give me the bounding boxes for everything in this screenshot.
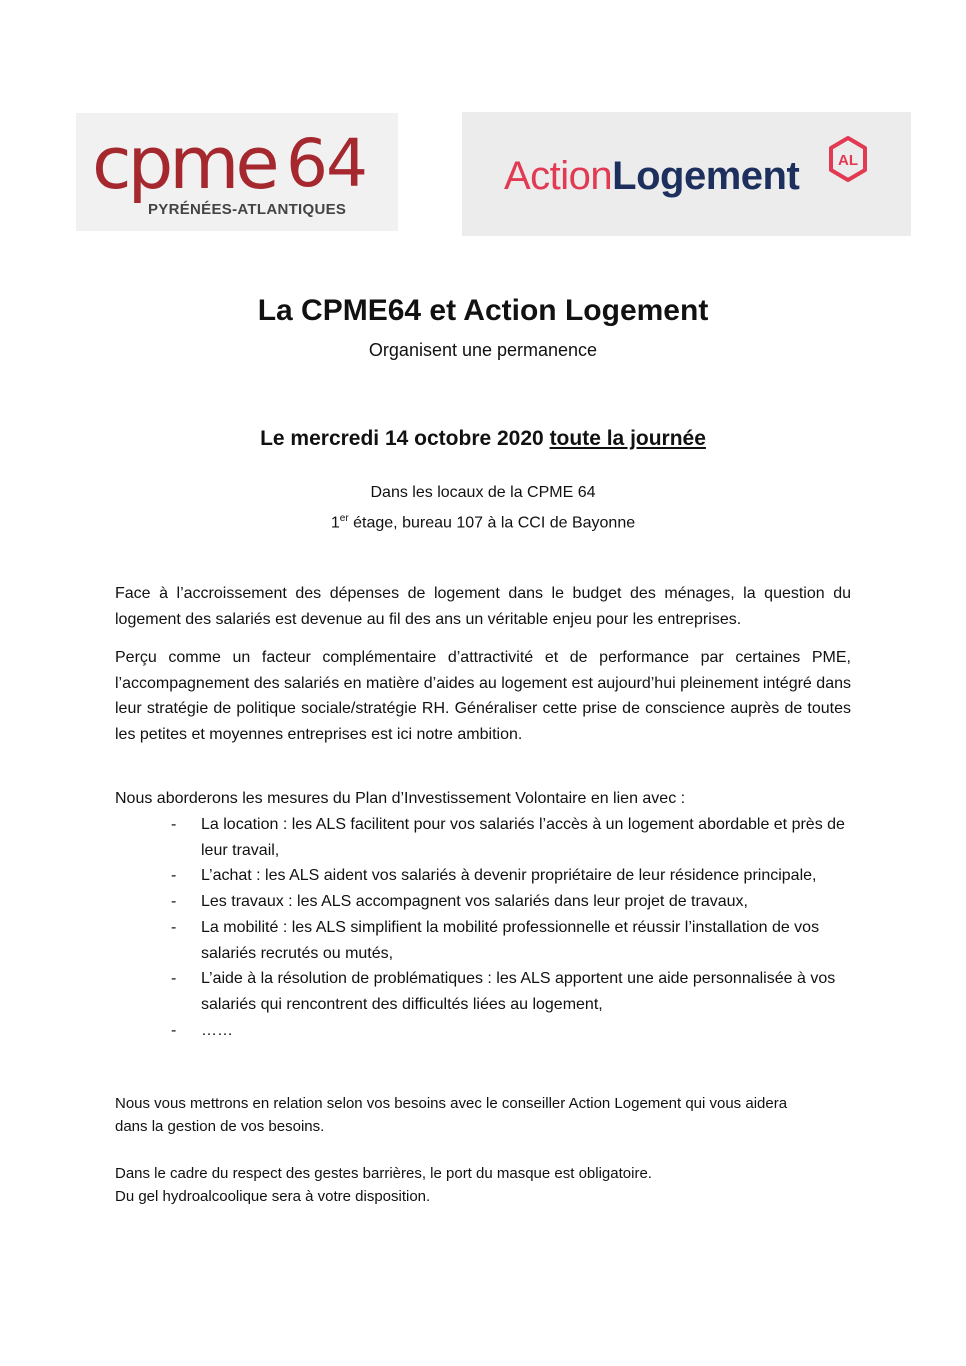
list-item bbox=[115, 966, 855, 1017]
al-logo-logement: Logement bbox=[612, 154, 800, 198]
event-date bbox=[0, 425, 966, 453]
list-item-text: L’achat : les ALS aident vos salariés à devenir propriétaire de leur résidence principale, bbox=[201, 867, 817, 885]
measures-list bbox=[115, 812, 855, 1043]
list-item-text: La location : les ALS facilitent pour vos salariés l’accès à un logement abordable et près de leur travail, bbox=[201, 816, 845, 859]
list-item bbox=[115, 889, 855, 915]
bullet-dash: - bbox=[171, 918, 177, 936]
al-badge-text: AL bbox=[838, 152, 858, 169]
closing-contact-line2: dans la gestion de vos besoins. bbox=[115, 1118, 325, 1135]
list-item bbox=[115, 863, 855, 889]
list-item-text: L’aide à la résolution de problématiques : les ALS apportent une aide personnalisée à vos salariés qui rencontrent des difficultés liées au logement, bbox=[201, 970, 836, 1013]
action-logement-logo bbox=[462, 112, 911, 236]
list-item bbox=[115, 1018, 855, 1044]
closing-contact bbox=[115, 1092, 875, 1138]
page-title: La CPME64 et Action Logement bbox=[257, 294, 709, 327]
event-place-line1: Dans les locaux de la CPME 64 bbox=[370, 484, 596, 501]
bullet-dash: - bbox=[171, 1021, 177, 1039]
floor-number: 1 bbox=[330, 514, 340, 532]
event-place-line2 bbox=[0, 508, 966, 534]
closing-contact-line1: Nous vous mettrons en relation selon vos besoins avec le conseiller Action Logement qui vous aidera bbox=[115, 1095, 788, 1112]
bullet-dash: - bbox=[171, 867, 177, 885]
cpme64-logo bbox=[76, 113, 398, 231]
floor-suffix: er bbox=[339, 513, 349, 524]
closing-sanitary-line1: Dans le cadre du respect des gestes barrières, le port du masque est obligatoire. bbox=[115, 1165, 652, 1182]
action-logement-logo-text bbox=[504, 152, 799, 200]
bullet-dash: - bbox=[171, 816, 177, 833]
bullet-dash: - bbox=[171, 970, 177, 988]
cpme-logo-subtitle: PYRÉNÉES-ATLANTIQUES bbox=[148, 201, 347, 218]
paragraph-intro: Face à l’accroissement des dépenses de logement dans le budget des ménages, la question du logement des salariés est devenue au fil des ans un véritable enjeu pour les entreprises. bbox=[115, 585, 851, 628]
list-item-text: Les travaux : les ALS accompagnent vos salariés dans leur projet de travaux, bbox=[201, 893, 748, 911]
list-item-text: La mobilité : les ALS simplifient la mobilité professionnelle et réussir l’installation de vos salariés recrutés ou mutés, bbox=[201, 918, 820, 962]
al-logo-action: Action bbox=[504, 154, 613, 198]
place-line2-rest: étage, bureau 107 à la CCI de Bayonne bbox=[348, 514, 636, 532]
list-item bbox=[115, 915, 855, 966]
closing-sanitary bbox=[115, 1162, 875, 1208]
al-badge-icon bbox=[828, 136, 868, 182]
list-item bbox=[115, 812, 855, 863]
list-item-text: …… bbox=[201, 1021, 233, 1039]
event-date-text: Le mercredi 14 octobre 2020 bbox=[260, 427, 550, 450]
list-intro: Nous aborderons les mesures du Plan d’Investissement Volontaire en lien avec : bbox=[115, 790, 686, 807]
cpme-logo-number: 64 bbox=[286, 125, 366, 202]
bullet-dash: - bbox=[171, 893, 177, 911]
cpme-logo-word: cpme bbox=[92, 121, 276, 205]
closing-sanitary-line2: Du gel hydroalcoolique sera à votre disposition. bbox=[115, 1188, 431, 1205]
paragraph-pme: Perçu comme un facteur complémentaire d’attractivité et de performance par certaines PME, l’accompagnement des salariés en matière d’aides au logement est aujourd’hui pleinement intégré dans leur stratégie de politique sociale/stratégie RH. Généraliser cette prise de conscience auprès de toutes les petites et moyennes entreprises est ici notre ambition. bbox=[115, 649, 851, 744]
event-date-underlined: toute la journée bbox=[549, 427, 706, 450]
page-subtitle: Organisent une permanence bbox=[368, 340, 598, 360]
